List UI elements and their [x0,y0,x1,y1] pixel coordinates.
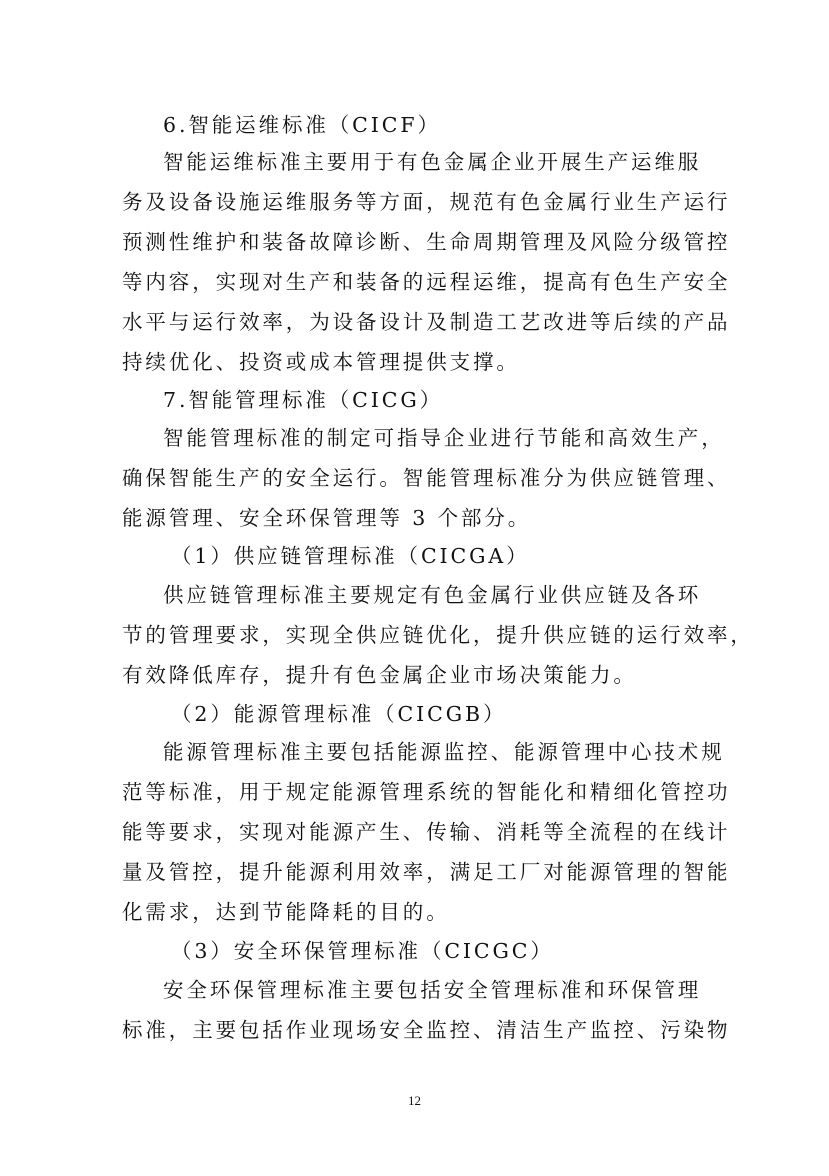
paragraph-line: 水平与运行效率，为设备设计及制造工艺改进等后续的产品 [122,310,731,334]
subsection-heading-2: （2）能源管理标准（CICGB） [171,702,507,726]
paragraph-line: 智能运维标准主要用于有色金属企业开展生产运维服 [163,150,702,174]
paragraph-line: 安全环保管理标准主要包括安全管理标准和环保管理 [163,978,702,1002]
paragraph-line: 预测性维护和装备故障诊断、生命周期管理及风险分级管控 [122,230,731,254]
paragraph-line: 有效降低库存，提升有色金属企业市场决策能力。 [122,663,637,687]
section-heading-7: 7.智能管理标准（CICG） [163,388,444,412]
paragraph-line: 务及设备设施运维服务等方面，规范有色金属行业生产运行 [122,190,731,214]
paragraph-line: 确保智能生产的安全运行。智能管理标准分为供应链管理、 [122,466,731,490]
subsection-heading-3: （3）安全环保管理标准（CICGC） [171,939,554,963]
paragraph-line: 持续优化、投资或成本管理提供支撑。 [122,350,520,374]
section-heading-6: 6.智能运维标准（CICF） [163,113,441,137]
paragraph-line: 能源管理、安全环保管理等 3 个部分。 [122,506,532,530]
subsection-heading-1: （1）供应链管理标准（CICGA） [171,544,530,568]
page-number: 12 [408,1093,421,1108]
paragraph-line: 范等标准，用于规定能源管理系统的智能化和精细化管控功 [122,780,731,804]
paragraph-line: 化需求，达到节能降耗的目的。 [122,900,450,924]
paragraph-line: 智能管理标准的制定可指导企业进行节能和高效生产， [163,426,725,450]
paragraph-line: 量及管控，提升能源利用效率，满足工厂对能源管理的智能 [122,860,731,884]
paragraph-line: 能等要求，实现对能源产生、传输、消耗等全流程的在线计 [122,820,731,844]
paragraph-line: 能源管理标准主要包括能源监控、能源管理中心技术规 [163,740,725,764]
paragraph-line: 节的管理要求，实现全供应链优化，提升供应链的运行效率， [122,623,754,647]
paragraph-line: 标准，主要包括作业现场安全监控、清洁生产监控、污染物 [122,1018,731,1042]
paragraph-line: 等内容，实现对生产和装备的远程运维，提高有色生产安全 [122,270,731,294]
paragraph-line: 供应链管理标准主要规定有色金属行业供应链及各环 [163,583,702,607]
